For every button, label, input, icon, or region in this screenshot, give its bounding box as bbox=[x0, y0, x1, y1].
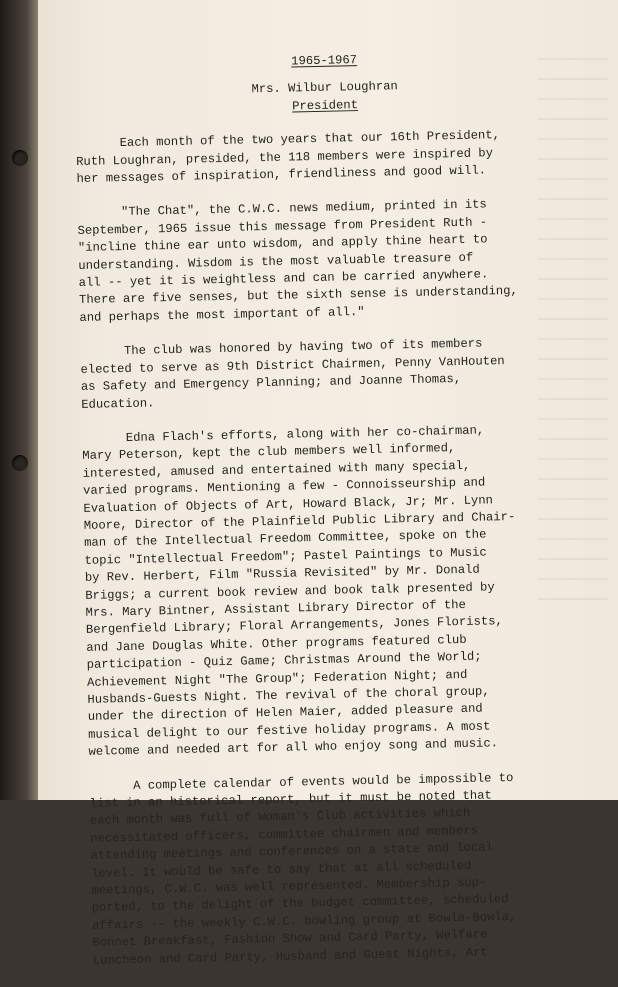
typed-text-block bbox=[74, 48, 593, 987]
binder-hole bbox=[12, 150, 28, 166]
paragraph-chat-message: "The Chat", the C.W.C. news medium, printed in its September, 1965 issue this message from President Ruth - "incline thine ear unto wisdom, and apply thine heart to understanding. Wisdom is the most valuable treasure of all -- yet it is weightless and can be carried anywhere. There are five senses, but the sixth sense is understanding, and perhaps the most important of all." bbox=[77, 197, 518, 325]
paragraph-programs: Edna Flach's efforts, along with her co-chairman, Mary Peterson, kept the club members well informed, interested, amused and entertained with many special, varied programs. Mentioning a few - Connoisseurship and Evaluation of Objects of Art, Howard Black, Jr; Mr. Lynn Moore, Director of the Plainfield Public Library and Chair- man of the Intellectual Freedom Committee, spoke on the topic "Intellectual Freedom"; Pastel Paintings to Music by Rev. Herbert, Film "Russia Revisited" by Mr. Donald Briggs; a current book review and book talk presented by Mrs. Mary Bintner, Assistant Library Director of the Bergenfield Library; Floral Arrangements, Jones Florists, and Jane Douglas White. Other programs featured club participation - Quiz Game; Christmas Around the World; Achievement Night "The Group"; Federation Night; and Husbands-Guests Night. The revival of the choral group, under the direction of Helen Maier, added pleasure and musical delight to our festive holiday programs. A most welcome and needed art for all who enjoy song and music. bbox=[82, 423, 516, 760]
binder-edge bbox=[0, 0, 38, 800]
paragraph-intro: Each month of the two years that our 16th President, Ruth Loughran, presided, the 118 members were inspired by her messages of inspiration, friendliness and good will. bbox=[76, 128, 501, 187]
president-name-heading: Mrs. Wilbur Loughran bbox=[251, 79, 398, 97]
binder-hole bbox=[12, 455, 28, 471]
president-title-heading: President bbox=[291, 97, 359, 114]
paragraph-calendar: A complete calendar of events would be impossible to list in an historical report, but it must be noted that each month was full of Woman's Club activities which necessitated officers, committee chairmen and members attending meetings and conferences on a state and local level. It would be safe to say that at all scheduled meetings, C.W.C. was well represented. Membership sup- ported, to the delight of the budget committee, scheduled affairs -- the weekly C.W.C. bowling group at Bowla-Bowla, Bonnet Breakfast, Fashion Show and Card Party, Welfare Luncheon and Card Party, Husband and Guest Nights, Art bbox=[89, 770, 517, 968]
paragraph-district-chairmen: The club was honored by having two of its members elected to serve as 9th District Chairmen, Penny VanHouten as Safety and Emergency Planning; and Joanne Thomas, Education. bbox=[80, 336, 505, 412]
term-years-heading: 1965-1967 bbox=[291, 53, 358, 69]
